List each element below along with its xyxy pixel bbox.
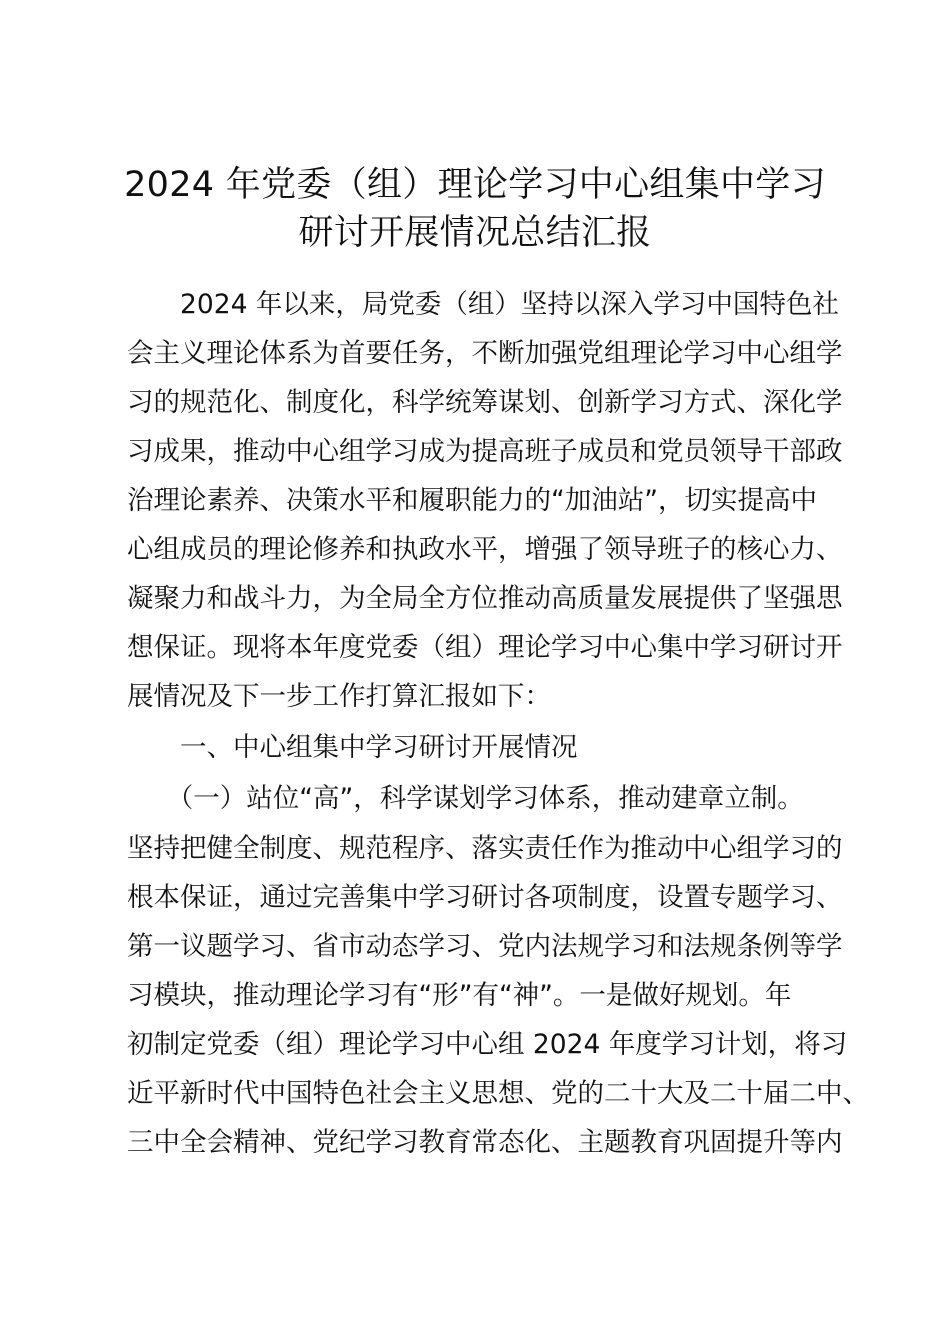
body-text-line: 展情况及下一步工作打算汇报如下：: [127, 681, 551, 712]
body-text-line: 心组成员的理论修养和执政水平，增强了领导班子的核心力、: [127, 534, 843, 565]
body-text-line: 初制定党委（组）理论学习中心组 2024 年度学习计划，将习: [127, 1029, 848, 1060]
subsection-heading: （一）站位“高”，科学谋划学习体系，推动建章立制。: [127, 783, 804, 814]
document-title-line-1: 2024 年党委（组）理论学习中心组集中学习: [124, 165, 826, 205]
document-title-line-2: 研讨开展情况总结汇报: [298, 213, 652, 253]
body-text-line: 习的规范化、制度化，科学统筹谋划、创新学习方式、深化学: [127, 387, 843, 418]
body-text-line: 根本保证，通过完善集中学习研讨各项制度，设置专题学习、: [127, 882, 843, 913]
body-text-line: 2024 年以来，局党委（组）坚持以深入学习中国特色社: [127, 289, 839, 320]
body-text-line: 三中全会精神、党纪学习教育常态化、主题教育巩固提升等内: [127, 1127, 843, 1158]
body-text-line: 近平新时代中国特色社会主义思想、党的二十大及二十届二中、: [127, 1078, 869, 1109]
body-text-line: 第一议题学习、省市动态学习、党内法规学习和法规条例等学: [127, 931, 843, 962]
body-text-line: 会主义理论体系为首要任务，不断加强党组理论学习中心组学: [127, 338, 843, 369]
body-text-line: 习模块，推动理论学习有“形”有“神”。一是做好规划。年: [127, 980, 792, 1011]
section-heading: 一、中心组集中学习研讨开展情况: [127, 732, 578, 763]
body-text-line: 坚持把健全制度、规范程序、落实责任作为推动中心组学习的: [127, 833, 843, 864]
body-text-line: 治理论素养、决策水平和履职能力的“加油站”，切实提高中: [127, 485, 817, 516]
body-text-line: 凝聚力和战斗力，为全局全方位推动高质量发展提供了坚强思: [127, 583, 843, 614]
body-text-line: 想保证。现将本年度党委（组）理论学习中心集中学习研讨开: [127, 632, 843, 663]
body-text-line: 习成果，推动中心组学习成为提高班子成员和党员领导干部政: [127, 436, 843, 467]
